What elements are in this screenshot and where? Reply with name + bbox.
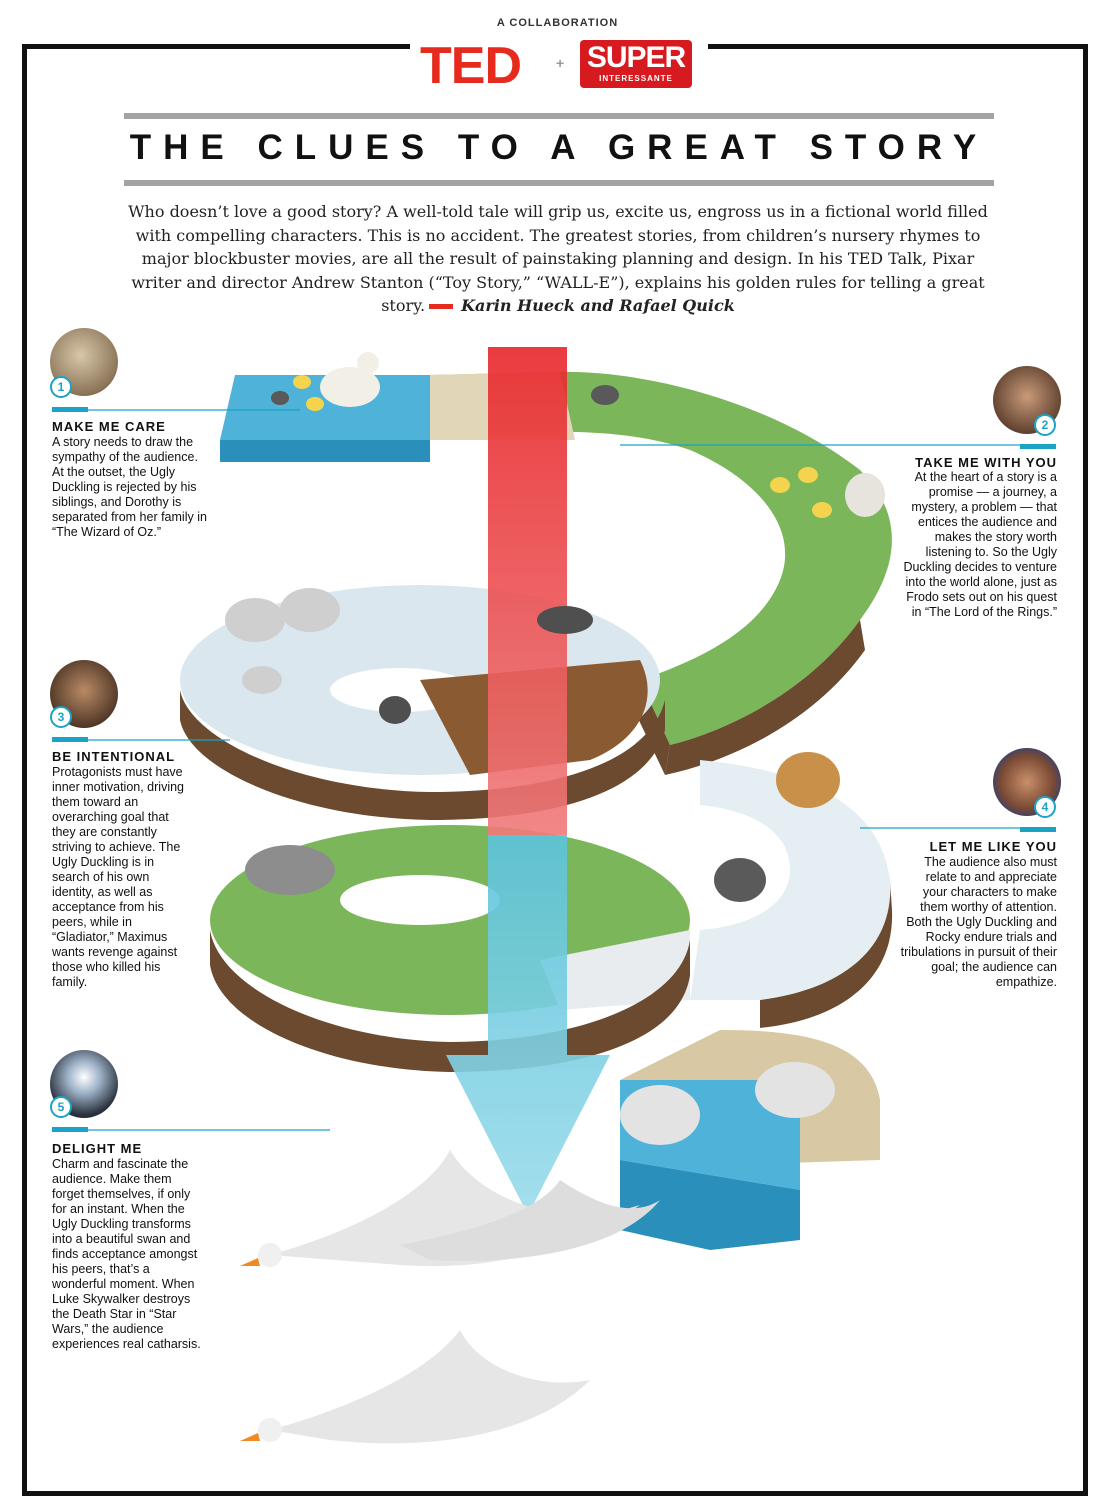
rule-3-text: Protagonists must have inner motivation, driving them toward an overarching goal that they are constantly striving to achieve. The Ugly Duckling is in search of his own identity, as well as acceptance from his peers, while in “Gladiator,” Maximus wants revenge against those who killed his family.	[52, 765, 185, 989]
rule-1-text: A story needs to draw the sympathy of the audience. At the outset, the Ugly Duckling is rejected by his siblings, and Dorothy is separated from her family in “The Wizard of Oz.”	[52, 435, 207, 539]
rule-2-number: 2	[1034, 414, 1056, 436]
rule-4-heading: LET ME LIKE YOU	[929, 839, 1057, 854]
intro-authors: Karin Hueck and Rafael Quick	[461, 296, 735, 315]
intro-text: Who doesn’t love a good story? A well-told tale will grip us, excite us, engross us in a fictional world filled with compelling characters. This is no accident. The greatest stories, from children’s nursery rhymes to major blockbuster movies, are all the result of painstaking planning and design. In his TED Talk, Pixar writer and director Andrew Stanton (“Toy Story,” “WALL-E”), explains his golden rules for telling a great story.	[128, 202, 988, 315]
rule-4-number: 4	[1034, 796, 1056, 818]
page-title: THE CLUES TO A GREAT STORY	[129, 128, 989, 167]
rule-5-number: 5	[50, 1096, 72, 1118]
rule-5-bar	[52, 1127, 88, 1132]
ted-logo: TED	[420, 37, 521, 95]
rule-5-heading: DELIGHT ME	[52, 1141, 143, 1156]
rule-2-text: At the heart of a story is a promise — a journey, a mystery, a problem — that entices the audience and makes the story worth listening to. So the Ugly Duckling decides to venture into the world alone, just as Frodo sets out on his quest in “The Lord of the Rings.”	[903, 470, 1057, 619]
rule-5-text: Charm and fascinate the audience. Make them forget themselves, if only for an instant. When the Ugly Duckling transforms into a beautiful swan and finds acceptance amongst his peers, that’s a wonderful moment. When Luke Skywalker destroys the Death Star in “Star Wars,” the audience experiences real catharsis.	[52, 1157, 201, 1351]
rule-2-bar	[1020, 444, 1056, 449]
rule-4-bar	[1020, 827, 1056, 832]
red-story-arrow	[488, 347, 567, 835]
super-logo-word: SUPER	[586, 41, 686, 74]
super-logo-sub: INTERESSANTE	[599, 74, 673, 83]
rule-1-number: 1	[50, 376, 72, 398]
rule-3-heading: BE INTENTIONAL	[52, 749, 176, 764]
rule-3-bar	[52, 737, 88, 742]
rule-4-text: The audience also must relate to and appreciate your characters to make them worthy of attention. Both the Ugly Duckling and Rocky endure trials and tribulations in pursuit of their goal; the audience can empathize.	[900, 855, 1057, 989]
logo-plus: +	[556, 55, 565, 71]
collaboration-label: A COLLABORATION	[496, 17, 619, 29]
flying-swans	[240, 1150, 660, 1443]
rule-3-number: 3	[50, 706, 72, 728]
rule-1-heading: MAKE ME CARE	[52, 419, 166, 434]
rule-2-heading: TAKE ME WITH YOU	[915, 455, 1057, 470]
rule-1-bar	[52, 407, 88, 412]
